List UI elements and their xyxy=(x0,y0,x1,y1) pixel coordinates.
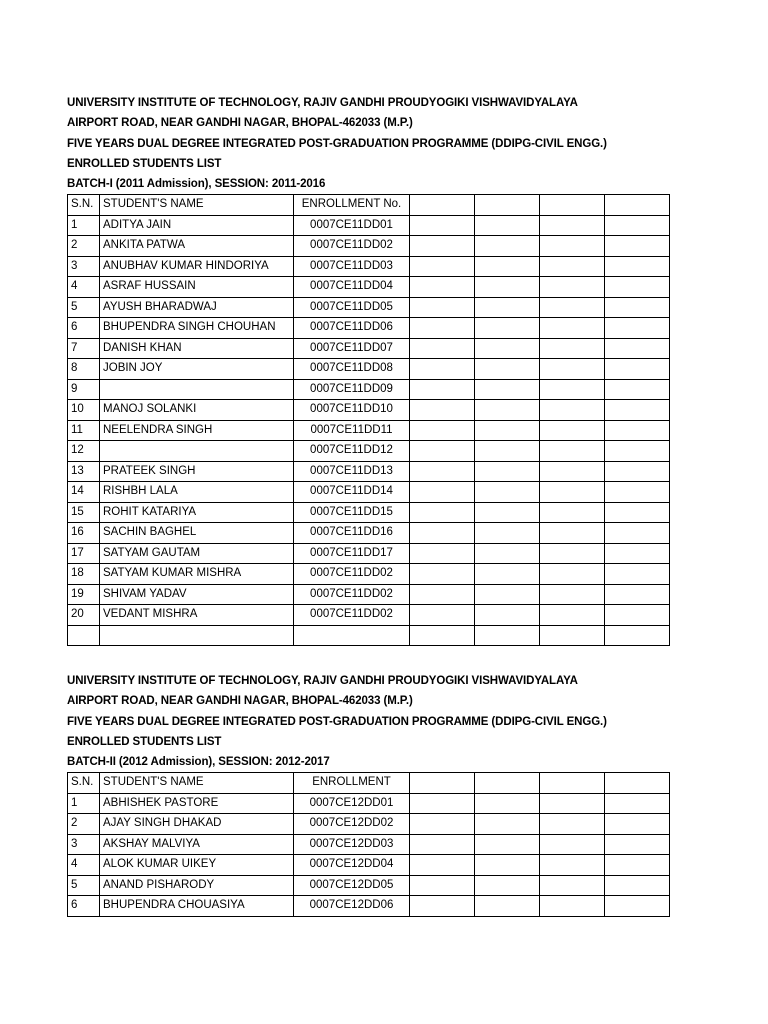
column-header xyxy=(410,773,475,794)
table-row xyxy=(68,584,670,605)
serial-number-cell: 3 xyxy=(68,834,100,855)
student-name-cell: AJAY SINGH DHAKAD xyxy=(100,814,294,835)
student-name-cell: SACHIN BAGHEL xyxy=(100,523,294,544)
batch2-student-table xyxy=(67,772,670,917)
table-row xyxy=(68,875,670,896)
student-name-cell: SATYAM KUMAR MISHRA xyxy=(100,564,294,585)
table-row xyxy=(68,543,670,564)
programme-title: FIVE YEARS DUAL DEGREE INTEGRATED POST-GRADUATION PROGRAMME (DDIPG-CIVIL ENGG.) xyxy=(67,137,607,150)
empty-cell xyxy=(540,834,605,855)
student-name-cell: SATYAM GAUTAM xyxy=(100,543,294,564)
empty-cell xyxy=(605,400,670,421)
table-row xyxy=(68,896,670,917)
empty-cell xyxy=(410,834,475,855)
batch1-table-body xyxy=(68,195,670,646)
empty-cell xyxy=(605,359,670,380)
empty-cell xyxy=(410,502,475,523)
table-row xyxy=(68,338,670,359)
empty-cell xyxy=(605,379,670,400)
empty-cell xyxy=(410,814,475,835)
enrollment-number-cell: 0007CE11DD14 xyxy=(294,482,410,503)
empty-cell xyxy=(475,297,540,318)
table-row xyxy=(68,502,670,523)
column-header xyxy=(410,195,475,216)
empty-cell xyxy=(410,793,475,814)
empty-cell xyxy=(540,277,605,298)
empty-cell xyxy=(605,814,670,835)
student-name-cell: JOBIN JOY xyxy=(100,359,294,380)
empty-cell xyxy=(605,482,670,503)
empty-cell xyxy=(475,379,540,400)
university-title: UNIVERSITY INSTITUTE OF TECHNOLOGY, RAJIV GANDHI PROUDYOGIKI VISHWAVIDYALAYA xyxy=(67,97,578,109)
empty-cell xyxy=(540,855,605,876)
student-name-cell: ALOK KUMAR UIKEY xyxy=(100,855,294,876)
empty-cell xyxy=(605,502,670,523)
empty-cell xyxy=(475,215,540,236)
column-header: ENROLLMENT xyxy=(294,773,410,794)
empty-cell xyxy=(540,543,605,564)
student-name-cell: VEDANT MISHRA xyxy=(100,605,294,626)
enrollment-number-cell: 0007CE11DD07 xyxy=(294,338,410,359)
enrollment-number-cell: 0007CE11DD05 xyxy=(294,297,410,318)
enrollment-number-cell: 0007CE11DD04 xyxy=(294,277,410,298)
serial-number-cell: 1 xyxy=(68,215,100,236)
empty-cell xyxy=(410,318,475,339)
serial-number-cell: 15 xyxy=(68,502,100,523)
empty-cell xyxy=(540,564,605,585)
column-header: S.N. xyxy=(68,195,100,216)
university-title: UNIVERSITY INSTITUTE OF TECHNOLOGY, RAJIV GANDHI PROUDYOGIKI VISHWAVIDYALAYA xyxy=(67,675,578,687)
student-name-cell: PRATEEK SINGH xyxy=(100,461,294,482)
empty-cell xyxy=(605,523,670,544)
empty-cell xyxy=(605,605,670,626)
empty-cell xyxy=(410,482,475,503)
empty-cell xyxy=(605,236,670,257)
empty-cell xyxy=(540,502,605,523)
empty-cell xyxy=(410,523,475,544)
empty-cell xyxy=(475,793,540,814)
table-row xyxy=(68,625,670,646)
empty-cell xyxy=(475,482,540,503)
empty-cell xyxy=(605,584,670,605)
empty-cell xyxy=(605,855,670,876)
address-line: AIRPORT ROAD, NEAR GANDHI NAGAR, BHOPAL-462033 (M.P.) xyxy=(67,695,413,708)
student-name-cell xyxy=(100,441,294,462)
batch1-student-table xyxy=(67,194,670,646)
empty-cell xyxy=(475,896,540,917)
empty-cell xyxy=(410,875,475,896)
table-header-row xyxy=(68,195,670,216)
empty-cell xyxy=(410,605,475,626)
empty-cell xyxy=(410,420,475,441)
enrollment-number-cell: 0007CE11DD12 xyxy=(294,441,410,462)
empty-cell xyxy=(605,318,670,339)
serial-number-cell: 12 xyxy=(68,441,100,462)
column-header: ENROLLMENT No. xyxy=(294,195,410,216)
empty-cell xyxy=(605,834,670,855)
serial-number-cell xyxy=(68,625,100,646)
empty-cell xyxy=(475,625,540,646)
student-name-cell: ANKITA PATWA xyxy=(100,236,294,257)
empty-cell xyxy=(540,297,605,318)
serial-number-cell: 2 xyxy=(68,236,100,257)
table-row xyxy=(68,379,670,400)
student-name-cell: ADITYA JAIN xyxy=(100,215,294,236)
empty-cell xyxy=(475,338,540,359)
student-name-cell: BHUPENDRA CHOUASIYA xyxy=(100,896,294,917)
enrollment-number-cell: 0007CE12DD05 xyxy=(294,875,410,896)
enrollment-number-cell: 0007CE11DD09 xyxy=(294,379,410,400)
table-row xyxy=(68,814,670,835)
empty-cell xyxy=(540,584,605,605)
empty-cell xyxy=(475,814,540,835)
empty-cell xyxy=(540,256,605,277)
empty-cell xyxy=(475,420,540,441)
empty-cell xyxy=(605,875,670,896)
table-row xyxy=(68,359,670,380)
empty-cell xyxy=(605,625,670,646)
enrollment-number-cell: 0007CE11DD02 xyxy=(294,564,410,585)
empty-cell xyxy=(475,543,540,564)
empty-cell xyxy=(540,441,605,462)
student-name-cell: DANISH KHAN xyxy=(100,338,294,359)
empty-cell xyxy=(475,277,540,298)
student-name-cell xyxy=(100,379,294,400)
table-row xyxy=(68,441,670,462)
enrollment-number-cell: 0007CE11DD01 xyxy=(294,215,410,236)
student-name-cell: BHUPENDRA SINGH CHOUHAN xyxy=(100,318,294,339)
empty-cell xyxy=(605,420,670,441)
empty-cell xyxy=(410,277,475,298)
empty-cell xyxy=(540,625,605,646)
empty-cell xyxy=(605,297,670,318)
serial-number-cell: 14 xyxy=(68,482,100,503)
batch2-section xyxy=(67,671,669,917)
empty-cell xyxy=(605,256,670,277)
student-name-cell: ROHIT KATARIYA xyxy=(100,502,294,523)
empty-cell xyxy=(605,338,670,359)
empty-cell xyxy=(410,236,475,257)
enrollment-number-cell: 0007CE11DD02 xyxy=(294,584,410,605)
column-header xyxy=(475,773,540,794)
empty-cell xyxy=(475,584,540,605)
empty-cell xyxy=(475,256,540,277)
empty-cell xyxy=(475,605,540,626)
empty-cell xyxy=(540,236,605,257)
empty-cell xyxy=(475,875,540,896)
table-row xyxy=(68,420,670,441)
empty-cell xyxy=(605,793,670,814)
student-name-cell: MANOJ SOLANKI xyxy=(100,400,294,421)
serial-number-cell: 1 xyxy=(68,793,100,814)
empty-cell xyxy=(410,543,475,564)
address-line: AIRPORT ROAD, NEAR GANDHI NAGAR, BHOPAL-462033 (M.P.) xyxy=(67,117,413,130)
column-header xyxy=(605,773,670,794)
enrollment-number-cell: 0007CE11DD11 xyxy=(294,420,410,441)
enrollment-number-cell: 0007CE12DD02 xyxy=(294,814,410,835)
table-row xyxy=(68,297,670,318)
empty-cell xyxy=(475,461,540,482)
empty-cell xyxy=(475,359,540,380)
empty-cell xyxy=(410,379,475,400)
enrollment-number-cell: 0007CE11DD02 xyxy=(294,236,410,257)
empty-cell xyxy=(475,236,540,257)
serial-number-cell: 5 xyxy=(68,875,100,896)
serial-number-cell: 13 xyxy=(68,461,100,482)
empty-cell xyxy=(410,896,475,917)
empty-cell xyxy=(410,297,475,318)
table-row xyxy=(68,855,670,876)
list-title: ENROLLED STUDENTS LIST xyxy=(67,735,222,748)
serial-number-cell: 9 xyxy=(68,379,100,400)
empty-cell xyxy=(410,338,475,359)
column-header xyxy=(605,195,670,216)
empty-cell xyxy=(475,400,540,421)
enrollment-number-cell: 0007CE12DD06 xyxy=(294,896,410,917)
empty-cell xyxy=(605,896,670,917)
enrollment-number-cell: 0007CE11DD08 xyxy=(294,359,410,380)
empty-cell xyxy=(540,793,605,814)
list-title: ENROLLED STUDENTS LIST xyxy=(67,157,222,170)
enrollment-number-cell: 0007CE11DD16 xyxy=(294,523,410,544)
enrollment-number-cell: 0007CE11DD10 xyxy=(294,400,410,421)
student-name-cell xyxy=(100,625,294,646)
enrollment-number-cell: 0007CE12DD01 xyxy=(294,793,410,814)
empty-cell xyxy=(540,605,605,626)
empty-cell xyxy=(540,896,605,917)
batch1-section xyxy=(67,93,669,646)
table-row xyxy=(68,564,670,585)
empty-cell xyxy=(475,502,540,523)
empty-cell xyxy=(410,461,475,482)
student-name-cell: ASRAF HUSSAIN xyxy=(100,277,294,298)
serial-number-cell: 4 xyxy=(68,277,100,298)
empty-cell xyxy=(410,400,475,421)
enrollment-number-cell: 0007CE11DD03 xyxy=(294,256,410,277)
batch2-table-body xyxy=(68,773,670,917)
column-header: STUDENT'S NAME xyxy=(100,773,294,794)
empty-cell xyxy=(475,523,540,544)
table-row xyxy=(68,400,670,421)
empty-cell xyxy=(605,215,670,236)
batch1-header xyxy=(67,93,669,194)
empty-cell xyxy=(540,338,605,359)
student-name-cell: AKSHAY MALVIYA xyxy=(100,834,294,855)
serial-number-cell: 18 xyxy=(68,564,100,585)
serial-number-cell: 5 xyxy=(68,297,100,318)
table-row xyxy=(68,256,670,277)
student-name-cell: AYUSH BHARADWAJ xyxy=(100,297,294,318)
batch-title: BATCH-I (2011 Admission), SESSION: 2011-2016 xyxy=(67,178,326,191)
empty-cell xyxy=(475,834,540,855)
student-name-cell: ANAND PISHARODY xyxy=(100,875,294,896)
empty-cell xyxy=(410,855,475,876)
empty-cell xyxy=(605,461,670,482)
empty-cell xyxy=(605,441,670,462)
column-header: S.N. xyxy=(68,773,100,794)
table-header-row xyxy=(68,773,670,794)
empty-cell xyxy=(540,359,605,380)
empty-cell xyxy=(540,400,605,421)
serial-number-cell: 8 xyxy=(68,359,100,380)
serial-number-cell: 17 xyxy=(68,543,100,564)
serial-number-cell: 16 xyxy=(68,523,100,544)
column-header xyxy=(540,773,605,794)
serial-number-cell: 11 xyxy=(68,420,100,441)
student-name-cell: ABHISHEK PASTORE xyxy=(100,793,294,814)
enrollment-number-cell: 0007CE11DD17 xyxy=(294,543,410,564)
student-name-cell: RISHBH LALA xyxy=(100,482,294,503)
empty-cell xyxy=(475,441,540,462)
empty-cell xyxy=(540,318,605,339)
table-row xyxy=(68,793,670,814)
table-row xyxy=(68,523,670,544)
empty-cell xyxy=(410,584,475,605)
serial-number-cell: 19 xyxy=(68,584,100,605)
student-name-cell: NEELENDRA SINGH xyxy=(100,420,294,441)
enrollment-number-cell: 0007CE12DD03 xyxy=(294,834,410,855)
column-header: STUDENT'S NAME xyxy=(100,195,294,216)
empty-cell xyxy=(540,482,605,503)
empty-cell xyxy=(410,625,475,646)
empty-cell xyxy=(540,461,605,482)
programme-title: FIVE YEARS DUAL DEGREE INTEGRATED POST-GRADUATION PROGRAMME (DDIPG-CIVIL ENGG.) xyxy=(67,715,607,728)
table-row xyxy=(68,215,670,236)
table-row xyxy=(68,318,670,339)
table-row xyxy=(68,236,670,257)
column-header xyxy=(475,195,540,216)
student-name-cell: SHIVAM YADAV xyxy=(100,584,294,605)
empty-cell xyxy=(605,543,670,564)
empty-cell xyxy=(410,359,475,380)
empty-cell xyxy=(540,379,605,400)
empty-cell xyxy=(410,441,475,462)
empty-cell xyxy=(605,277,670,298)
enrollment-number-cell: 0007CE11DD13 xyxy=(294,461,410,482)
student-name-cell: ANUBHAV KUMAR HINDORIYA xyxy=(100,256,294,277)
serial-number-cell: 3 xyxy=(68,256,100,277)
empty-cell xyxy=(410,215,475,236)
table-row xyxy=(68,482,670,503)
empty-cell xyxy=(605,564,670,585)
enrollment-number-cell xyxy=(294,625,410,646)
empty-cell xyxy=(540,420,605,441)
serial-number-cell: 6 xyxy=(68,896,100,917)
batch2-header xyxy=(67,671,669,772)
empty-cell xyxy=(410,564,475,585)
empty-cell xyxy=(475,318,540,339)
empty-cell xyxy=(540,814,605,835)
column-header xyxy=(540,195,605,216)
table-row xyxy=(68,605,670,626)
batch-title: BATCH-II (2012 Admission), SESSION: 2012-2017 xyxy=(67,756,330,769)
serial-number-cell: 6 xyxy=(68,318,100,339)
empty-cell xyxy=(475,564,540,585)
serial-number-cell: 20 xyxy=(68,605,100,626)
serial-number-cell: 7 xyxy=(68,338,100,359)
empty-cell xyxy=(540,523,605,544)
enrollment-number-cell: 0007CE11DD02 xyxy=(294,605,410,626)
enrollment-number-cell: 0007CE12DD04 xyxy=(294,855,410,876)
table-row xyxy=(68,461,670,482)
enrollment-number-cell: 0007CE11DD15 xyxy=(294,502,410,523)
serial-number-cell: 10 xyxy=(68,400,100,421)
empty-cell xyxy=(540,875,605,896)
serial-number-cell: 2 xyxy=(68,814,100,835)
enrollment-number-cell: 0007CE11DD06 xyxy=(294,318,410,339)
empty-cell xyxy=(540,215,605,236)
serial-number-cell: 4 xyxy=(68,855,100,876)
empty-cell xyxy=(410,256,475,277)
table-row xyxy=(68,277,670,298)
empty-cell xyxy=(475,855,540,876)
table-row xyxy=(68,834,670,855)
